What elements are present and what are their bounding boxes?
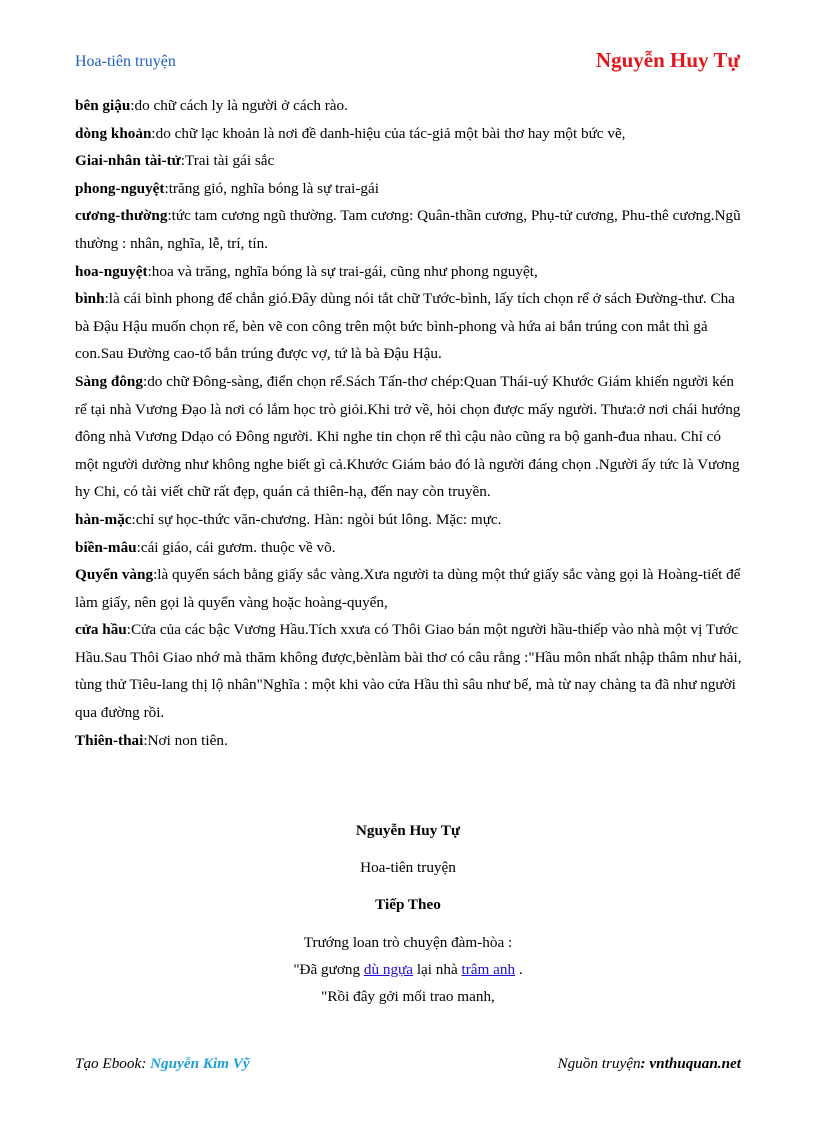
glossary-term: Quyển vàng xyxy=(75,566,154,584)
glossary-definition: :do chữ lạc khoản là nơi đề danh-hiệu của tác-giả một bài thơ hay một bức vẽ, xyxy=(151,124,626,142)
glossary-entry xyxy=(75,506,745,534)
glossary-term: Thiên-thai xyxy=(75,731,144,749)
glossary-term: cửa hầu xyxy=(75,621,127,639)
glossary-definition: :trăng gió, nghĩa bóng là sự trai-gái xyxy=(164,179,379,197)
verse-line xyxy=(0,961,816,979)
glossary-term: Giai-nhân tài-tử xyxy=(75,152,181,170)
section-author: Nguyễn Huy Tự xyxy=(355,822,461,839)
glossary-entry xyxy=(75,175,745,203)
source-credit xyxy=(557,1055,741,1073)
glossary-term: biền-mâu xyxy=(75,538,137,556)
glossary-entry xyxy=(75,120,745,148)
glossary-entry xyxy=(75,534,745,562)
glossary-term: Sàng đông xyxy=(75,372,143,390)
glossary-link-tram-anh[interactable]: trâm anh xyxy=(461,961,516,978)
glossary-definition: :hoa và trăng, nghĩa bóng là sự trai-gái, cũng như phong nguyệt, xyxy=(147,262,538,280)
glossary-body xyxy=(75,92,745,754)
glossary-definition: :Nơi non tiên. xyxy=(143,731,228,749)
glossary-entry xyxy=(75,561,745,616)
glossary-definition: :do chữ Đông-sàng, điển chọn rể.Sách Tấn-thơ chép:Quan Thái-uý Khước Giám khiến người kén rể tại nhà Vương Đạo là nơi có lắm học trò giỏi.Khi trở về, hỏi chọn được mấy người. Thưa:ở nơi chái hướng đông nhà Vương Ddạo có Đông người. Khi nghe tin chọn rể thì cậu nào cũng ra bộ ganh-đua nhau. Chỉ có một người dường như không nghe biết gì cả.Khước Giám bảo đó là người đáng chọn .Người ấy tức là Vương hy Chi, có tài viết chữ rất đẹp, quán cả thiên-hạ, đến nay còn truyền. xyxy=(75,372,741,501)
verse-text: . xyxy=(515,961,523,978)
glossary-definition: :do chữ cách ly là người ở cách rào. xyxy=(130,97,348,114)
book-title-header: Hoa-tiên truyện xyxy=(75,53,176,70)
section-continued-heading: Tiếp Theo xyxy=(375,896,441,913)
verse-text: lại nhà xyxy=(413,961,462,978)
ebook-credit-name: Nguyễn Kim Vỹ xyxy=(150,1055,250,1072)
glossary-definition: :cái giáo, cái gươm. thuộc về võ. xyxy=(136,538,336,556)
glossary-term: dòng khoản xyxy=(75,124,152,142)
glossary-definition: :Trai tài gái sắc xyxy=(180,152,275,170)
glossary-entry xyxy=(75,92,745,120)
verse-line: "Rồi đây gởi mối trao manh, xyxy=(321,988,495,1005)
glossary-term: cương-thường xyxy=(75,207,168,225)
glossary-entry xyxy=(75,202,745,257)
source-credit-site: vnthuquan.net xyxy=(649,1055,741,1072)
glossary-term: hàn-mặc xyxy=(75,510,132,528)
verse-line: Trướng loan trò chuyện đàm-hòa : xyxy=(303,934,513,951)
source-credit-label: Nguồn truyện xyxy=(557,1055,641,1072)
author-header: Nguyễn Huy Tự xyxy=(595,48,740,72)
glossary-entry xyxy=(75,368,745,506)
glossary-term: phong-nguyệt xyxy=(75,179,165,197)
separator: : xyxy=(141,1055,151,1072)
glossary-entry xyxy=(75,258,745,286)
verse-text: "Đã gương xyxy=(293,961,364,978)
glossary-entry xyxy=(75,285,745,368)
section-title: Hoa-tiên truyện xyxy=(360,859,456,876)
separator: : xyxy=(640,1055,650,1072)
glossary-term: hoa-nguyệt xyxy=(75,262,148,280)
glossary-entry xyxy=(75,616,745,726)
glossary-definition: :là quyển sách bằng giấy sắc vàng.Xưa người ta dùng một thứ giấy sắc vàng gọi là Hoàng-tiết để làm giấy, nên gọi là quyển vàng hoặc hoàng-quyển, xyxy=(75,566,741,611)
glossary-link-du-ngua[interactable]: dù ngựa xyxy=(363,961,414,978)
ebook-credit-label: Tạo Ebook xyxy=(75,1055,142,1072)
glossary-term: bình xyxy=(75,290,105,308)
glossary-entry xyxy=(75,727,745,755)
glossary-definition: :Cửa của các bậc Vương Hầu.Tích xxưa có Thôi Giao bán một người hầu-thiếp vào nhà một vị Tước Hầu.Sau Thôi Giao nhớ mà thăm không được,bènlàm bài thơ có câu rằng :"Hầu môn nhất nhập thâm như hải, tùng thử Tiêu-lang thị lộ nhân"Nghĩa : một khi vào cửa Hầu thì sâu như bể, mà từ nay chàng ta đã như người qua đường rồi. xyxy=(75,621,742,722)
glossary-entry xyxy=(75,147,745,175)
glossary-term: bên giậu xyxy=(75,97,131,114)
ebook-credit xyxy=(75,1055,250,1073)
glossary-definition: :chỉ sự học-thức văn-chương. Hàn: ngòi bút lông. Mặc: mực. xyxy=(131,510,502,528)
glossary-definition: :là cái bình phong để chắn gió.Đây dùng nói tắt chữ Tước-bình, lấy tích chọn rể ở sách Đường-thư. Cha bà Đậu Hậu muốn chọn rể, bèn vẽ con công trên một bức bình-phong và hứa ai bắn trúng con mắt thì gả con.Sau Đường cao-tổ bắn trúng được vợ, tứ là bà Đậu Hậu. xyxy=(75,290,735,363)
glossary-definition: :tức tam cương ngũ thường. Tam cương: Quân-thần cương, Phụ-tử cương, Phu-thê cương.Ngũ thường : nhân, nghĩa, lễ, trí, tín. xyxy=(75,207,741,252)
